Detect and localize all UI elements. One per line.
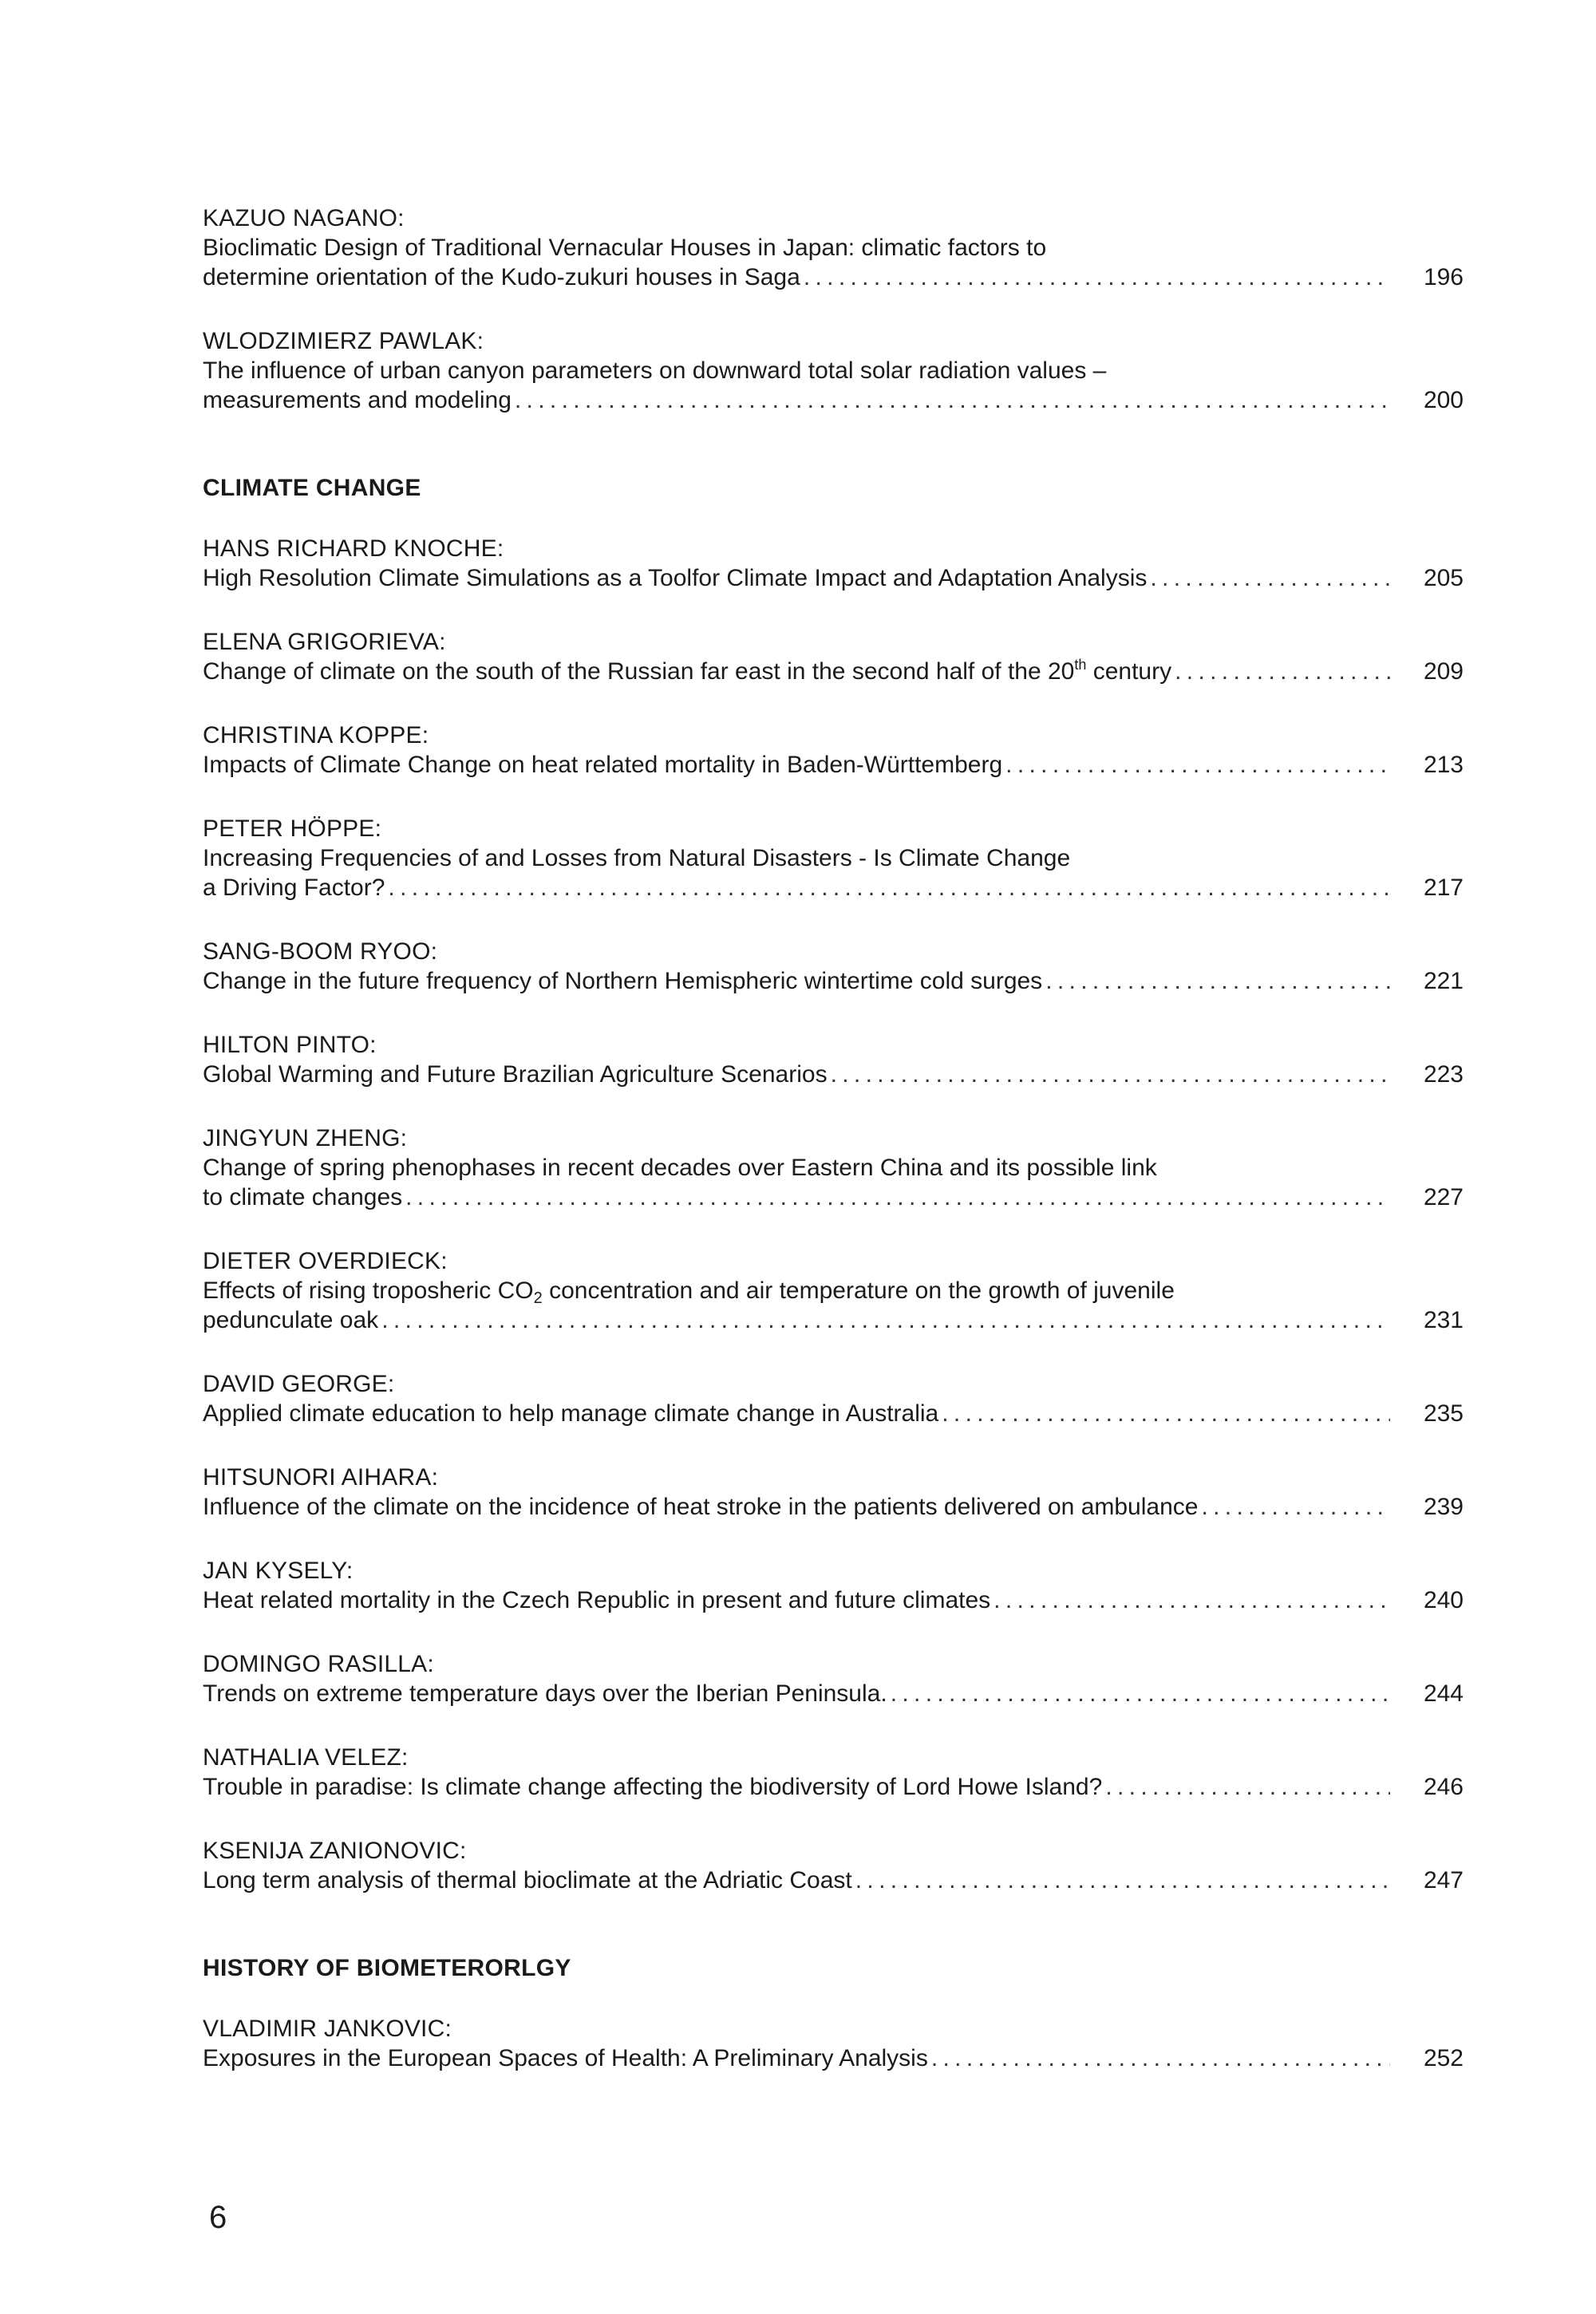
title-text: measurements and modeling <box>203 387 512 413</box>
entry-title-line: Bioclimatic Design of Traditional Vernacular Houses in Japan: climatic factors to <box>203 235 1047 261</box>
title-text: Exposures in the European Spaces of Health: A Preliminary Analysis <box>203 2045 928 2071</box>
title-text: pedunculate oak <box>203 1307 379 1333</box>
title-text: Influence of the climate on the incidence of heat stroke in the patients delivered on ambulance <box>203 1494 1199 1520</box>
entry-title-last-row <box>203 563 1464 593</box>
entry-title-last-row <box>203 1585 1464 1615</box>
entry-page-number: 235 <box>1423 1400 1464 1427</box>
title-text: to climate changes <box>203 1184 403 1210</box>
entry-page-number: 205 <box>1423 565 1464 591</box>
entry-author: WLODZIMIERZ PAWLAK: <box>203 328 484 354</box>
entry-title-last <box>203 385 512 415</box>
entry-title-last-row <box>203 1060 1464 1089</box>
entry-title-line: The influence of urban canyon parameters on downward total solar radiation values – <box>203 357 1107 384</box>
entry-author: HILTON PINTO: <box>203 1032 377 1058</box>
entry-author: KAZUO NAGANO: <box>203 205 405 231</box>
section-heading: CLIMATE CHANGE <box>203 475 421 501</box>
dot-leader <box>1005 750 1390 780</box>
entry-page-number: 252 <box>1423 2045 1464 2071</box>
entry-author: HANS RICHARD KNOCHE: <box>203 535 504 562</box>
title-text: Long term analysis of thermal bioclimate at the Adriatic Coast <box>203 1867 852 1893</box>
entry-title-last <box>203 1585 990 1615</box>
dot-leader <box>1150 563 1390 593</box>
entry-title-last <box>203 966 1042 996</box>
entry-title-last-row <box>203 1772 1464 1802</box>
entry-title-last <box>203 1492 1198 1522</box>
dot-leader <box>994 1585 1390 1615</box>
page-number: 6 <box>209 2200 227 2235</box>
entry-page-number: 227 <box>1423 1184 1464 1210</box>
entry-title-last <box>203 1399 938 1428</box>
entry-title-last <box>203 1679 887 1708</box>
entry-title-last <box>203 1772 1102 1802</box>
entry-title-last-row <box>203 2044 1464 2073</box>
entry-page-number: 221 <box>1423 968 1464 994</box>
toc-entry <box>203 1369 1464 1428</box>
title-text: Trouble in paradise: Is climate change affecting the biodiversity of Lord Howe Island? <box>203 1774 1103 1800</box>
toc-entry <box>203 326 1464 415</box>
entry-title-line: Change of spring phenophases in recent decades over Eastern China and its possible link <box>203 1155 1157 1181</box>
entry-author: SANG-BOOM RYOO: <box>203 938 438 965</box>
entry-title-last <box>203 1305 378 1335</box>
title-text: Applied climate education to help manage climate change in Australia <box>203 1400 939 1427</box>
entry-author: DIETER OVERDIECK: <box>203 1248 448 1274</box>
entry-page-number: 239 <box>1423 1494 1464 1520</box>
dot-leader <box>388 873 1390 902</box>
toc-entry <box>203 1123 1464 1212</box>
entry-title-last-row <box>203 1492 1464 1522</box>
dot-leader <box>405 1183 1390 1212</box>
toc-entry <box>203 2014 1464 2073</box>
dot-leader <box>831 1060 1390 1089</box>
title-text: Effects of rising troposheric CO <box>203 1277 534 1304</box>
entry-author: NATHALIA VELEZ: <box>203 1744 409 1771</box>
entry-page-number: 247 <box>1423 1867 1464 1893</box>
entry-title-last <box>203 263 800 292</box>
dot-leader <box>1045 966 1390 996</box>
dot-leader <box>804 263 1390 292</box>
toc-entry <box>203 627 1464 686</box>
entry-page-number: 240 <box>1423 1587 1464 1613</box>
entry-page-number: 246 <box>1423 1774 1464 1800</box>
entry-title-last-row <box>203 966 1464 996</box>
entry-title-last-row <box>203 750 1464 780</box>
entry-title-last-row <box>203 263 1464 292</box>
entry-title-last <box>203 1866 852 1895</box>
entry-title-line: Increasing Frequencies of and Losses from Natural Disasters - Is Climate Change <box>203 845 1071 871</box>
entry-author: DAVID GEORGE: <box>203 1371 395 1397</box>
toc-entry <box>203 1743 1464 1802</box>
entry-page-number: 231 <box>1423 1307 1464 1333</box>
dot-leader <box>942 1399 1390 1428</box>
dot-leader <box>1175 657 1390 686</box>
title-text: Heat related mortality in the Czech Republic in present and future climates <box>203 1587 991 1613</box>
subscript: 2 <box>533 1289 543 1307</box>
title-text: century <box>1086 658 1172 685</box>
entry-title-last-row <box>203 385 1464 415</box>
title-text: Change of climate on the south of the Russian far east in the second half of the 20 <box>203 658 1075 685</box>
title-text: High Resolution Climate Simulations as a Toolfor Climate Impact and Adaptation Analysis <box>203 565 1148 591</box>
toc-entry <box>203 1649 1464 1708</box>
entry-title-last-row <box>203 1679 1464 1708</box>
entry-author: DOMINGO RASILLA: <box>203 1651 434 1677</box>
toc-entry <box>203 1463 1464 1522</box>
entry-author: ELENA GRIGORIEVA: <box>203 629 446 655</box>
toc-entry <box>203 1836 1464 1895</box>
entry-page-number: 213 <box>1423 752 1464 778</box>
entry-title-last-row <box>203 873 1464 902</box>
entry-title-last <box>203 1060 828 1089</box>
dot-leader <box>515 385 1390 415</box>
entry-title-last-row <box>203 1866 1464 1895</box>
dot-leader <box>1201 1492 1390 1522</box>
entry-title-last-row <box>203 1399 1464 1428</box>
entry-page-number: 244 <box>1423 1680 1464 1707</box>
toc-entry <box>203 534 1464 593</box>
title-text: Impacts of Climate Change on heat related mortality in Baden-Württemberg <box>203 752 1003 778</box>
dot-leader <box>891 1679 1390 1708</box>
superscript: th <box>1074 657 1087 673</box>
entry-page-number: 217 <box>1423 875 1464 901</box>
section-heading: HISTORY OF BIOMETERORLGY <box>203 1955 571 1981</box>
entry-title-last <box>203 563 1147 593</box>
entry-page-number: 196 <box>1423 264 1464 290</box>
toc-entry <box>203 203 1464 292</box>
entry-author: JINGYUN ZHENG: <box>203 1125 408 1151</box>
title-text: determine orientation of the Kudo-zukuri houses in Saga <box>203 264 800 290</box>
entry-author: CHRISTINA KOPPE: <box>203 722 429 748</box>
dot-leader <box>855 1866 1390 1895</box>
entry-title-line <box>203 1276 1464 1305</box>
entry-author: HITSUNORI AIHARA: <box>203 1464 439 1491</box>
title-text: concentration and air temperature on the growth of juvenile <box>542 1277 1175 1304</box>
entry-page-number: 209 <box>1423 658 1464 685</box>
toc-entry <box>203 814 1464 902</box>
entry-author: KSENIJA ZANIONOVIC: <box>203 1838 467 1864</box>
entry-title-last-row <box>203 1305 1464 1335</box>
entry-page-number: 200 <box>1423 387 1464 413</box>
entry-title-last <box>203 750 1002 780</box>
toc-entry <box>203 1556 1464 1615</box>
entry-author: JAN KYSELY: <box>203 1558 354 1584</box>
entry-author: PETER HÖPPE: <box>203 815 382 842</box>
dot-leader <box>1105 1772 1390 1802</box>
title-text: Global Warming and Future Brazilian Agriculture Scenarios <box>203 1061 828 1088</box>
entry-title-last <box>203 2044 928 2073</box>
entry-page-number: 223 <box>1423 1061 1464 1088</box>
entry-title-last <box>203 1183 402 1212</box>
toc-entry <box>203 1030 1464 1089</box>
dot-leader <box>931 2044 1390 2073</box>
entry-author: VLADIMIR JANKOVIC: <box>203 2016 452 2042</box>
title-text: Change in the future frequency of Northern Hemispheric wintertime cold surges <box>203 968 1043 994</box>
toc-entry <box>203 937 1464 996</box>
title-text: Trends on extreme temperature days over the Iberian Peninsula. <box>203 1680 887 1707</box>
entry-title-last-row <box>203 1183 1464 1212</box>
title-text: a Driving Factor? <box>203 875 385 901</box>
toc-entry <box>203 1246 1464 1335</box>
entry-title-last <box>203 657 1171 686</box>
table-of-contents <box>203 203 1464 2107</box>
toc-entry <box>203 721 1464 780</box>
entry-title-last-row <box>203 657 1464 686</box>
entry-title-last <box>203 873 385 902</box>
dot-leader <box>381 1305 1390 1335</box>
